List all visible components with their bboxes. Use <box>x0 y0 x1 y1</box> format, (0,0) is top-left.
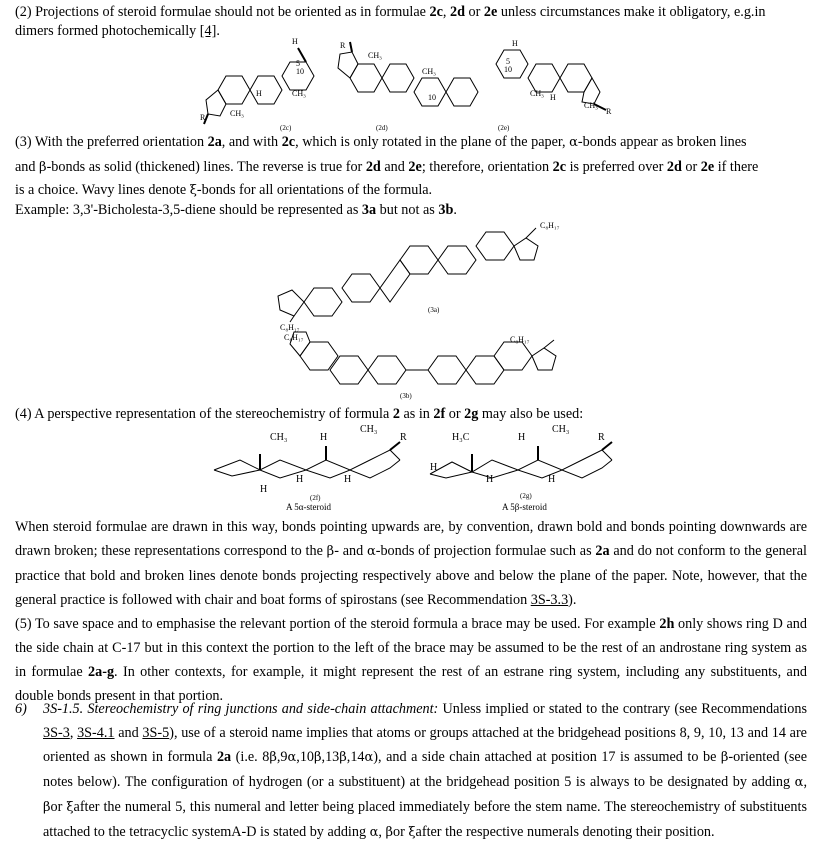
svg-text:CH₃: CH₃ <box>230 109 244 118</box>
atom-label: H <box>292 38 298 46</box>
svg-text:H: H <box>512 39 518 48</box>
atom-label: R <box>598 432 605 443</box>
atom-label: CH₃ <box>360 424 378 435</box>
paragraph-4: (4) A perspective representation of the stereochemistry of formula 2 as in 2f or 2g may also be used: <box>15 406 584 422</box>
line: is a choice. Wavy lines denote ξ-bonds for all orientations of the formula. <box>15 182 433 198</box>
svg-text:CH₃: CH₃ <box>292 89 306 98</box>
atom-label: H <box>344 474 352 485</box>
atom-label: H <box>430 462 438 473</box>
section-6: 6) 3S-1.5. Stereochemistry of ring junctions and side-chain attachment: Unless implied or stated to the contrary (see Recommendations 3S-3, 3S-4.1 and 3S-5), use of a steroid name implies that atoms or groups attached at the bridgehead positions 8, 9, 10, 13 and 14 are oriented as shown in formula 2a (i.e. 8β,9α,10β,13β,14α), and a side chain attached at position 17 is assumed to be β-oriented (see notes below). The configuration of hydrogen (or a substituent) at the bridgehead position 5 is always to be designated by adding α, βor ξafter the numeral 5, this numeral and letter being placed immediately before the stem name. The stereochemistry of substituents attached to the tetracyclic systemA-D is stated by adding α, βor ξafter the respective numerals denoting their position. <box>15 697 807 845</box>
figure-label: (2e) <box>498 124 510 132</box>
substituent-label: C₈H₁₇ <box>284 333 304 342</box>
text: or <box>464 4 484 20</box>
atom-label: H <box>296 474 304 485</box>
svg-text:R: R <box>340 41 346 50</box>
svg-text:CH₃: CH₃ <box>584 101 598 110</box>
text: (2) Projections of steroid formulae should not be oriented as in formulae <box>15 4 430 20</box>
line: Example: 3,3'-Bicholesta-3,5-diene should be represented as 3a but not as 3b. <box>15 202 457 218</box>
recommendation-link[interactable]: 3S-5 <box>142 725 170 741</box>
atom-label: H₃C <box>452 432 470 443</box>
figure-label: (2g) <box>520 492 532 500</box>
paragraph-2 <box>15 3 807 41</box>
atom-label: CH₃ <box>270 432 288 443</box>
line: and β-bonds as solid (thickened) lines. The reverse is true for 2d and 2e; therefore, orientation 2c is preferred over 2d or 2e if there <box>15 159 759 175</box>
atom-label: H <box>320 432 328 443</box>
figure-label: (2f) <box>310 494 321 502</box>
svg-text:5: 5 <box>506 57 510 66</box>
atom-label: CH₃ <box>552 424 570 435</box>
svg-text:CH₃: CH₃ <box>422 67 436 76</box>
substituent-label: C₈H₁₇ <box>540 221 560 230</box>
svg-text:R: R <box>200 113 206 122</box>
svg-text:H: H <box>550 93 556 102</box>
svg-text:H: H <box>256 89 262 98</box>
text: , <box>442 4 450 20</box>
atom-label: R <box>400 432 407 443</box>
substituent-label: C₈H₁₇ <box>510 335 530 344</box>
paragraph-5: When steroid formulae are drawn in this way, bonds pointing upwards are, by convention, drawn bold and bonds pointing downwards are drawn broken; these representations correspond to the β- and α-bonds of projection formulae such as 2a and do not conform to the general practice that bold and broken lines denote bonds projecting respectively above and below the plane of the paper. Note, however, that the general practice is followed with chair and boat forms of spirostans (see Recommendation 3S-3.3). (5) To save space and to emphasise the relevant portion of the steroid formula a brace may be used. For example 2h only shows ring D and the side chain at C-17 but in this context the portion to the left of the brace may be assumed to be the rest of an androstane ring system as in formulae 2a-g. In other contexts, for example, it might represent the rest of an estrane ring system, including any substituents, and double bonds present in that portion. <box>15 519 808 704</box>
recommendation-link[interactable]: 3S-3.3 <box>530 592 569 608</box>
svg-text:10: 10 <box>296 67 304 76</box>
recommendation-link[interactable]: 3S-3 <box>43 725 70 741</box>
figure-caption: A 5α-steroid <box>286 502 331 512</box>
figure-3a-3b <box>260 220 580 402</box>
formula-ref: 2c <box>429 4 443 20</box>
figure-label: (2c) <box>280 124 292 132</box>
figure-2f-2g <box>200 420 640 516</box>
atom-label: H <box>518 432 526 443</box>
beta-symbol: β <box>39 160 47 175</box>
svg-text:10: 10 <box>428 93 436 102</box>
recommendation-link[interactable]: 3S-4.1 <box>77 725 115 741</box>
figure-label: (2d) <box>376 124 388 132</box>
substituent-label: C₈H₁₇ <box>280 323 300 332</box>
figure-label: (3b) <box>400 392 412 400</box>
text: . <box>216 23 220 39</box>
alpha-symbol: α <box>366 544 376 559</box>
section-title: 3S-1.5. Stereochemistry of ring junctions and side-chain attachment: <box>43 701 439 717</box>
svg-text:R: R <box>606 107 612 116</box>
line: (3) With the preferred orientation 2a, and with 2c, which is only rotated in the plane of the paper, α-bonds appear as broken lines <box>15 134 747 150</box>
xi-symbol: ξ <box>189 183 197 198</box>
alpha-symbol: α <box>569 135 578 150</box>
list-number: 6) <box>15 701 27 717</box>
svg-text:CH₃: CH₃ <box>368 51 382 60</box>
formula-ref: 2d <box>450 4 465 20</box>
atom-label: H <box>486 474 494 485</box>
svg-text:10: 10 <box>504 65 512 74</box>
reference-link[interactable]: [4] <box>199 23 217 39</box>
beta-symbol: β <box>326 544 335 559</box>
svg-text:CH₃: CH₃ <box>530 89 544 98</box>
figure-2c-2d-2e <box>200 38 620 134</box>
figure-caption: A 5β-steroid <box>502 502 547 512</box>
paragraph-3 <box>15 130 807 219</box>
formula-ref: 2e <box>483 4 498 20</box>
text: unless circumstances make it obligatory, e.g.in dimers formed photochemically <box>15 4 766 39</box>
atom-label: H <box>260 484 268 495</box>
figure-label: (3a) <box>428 306 440 314</box>
svg-text:5: 5 <box>296 59 300 68</box>
atom-label: H <box>548 474 556 485</box>
